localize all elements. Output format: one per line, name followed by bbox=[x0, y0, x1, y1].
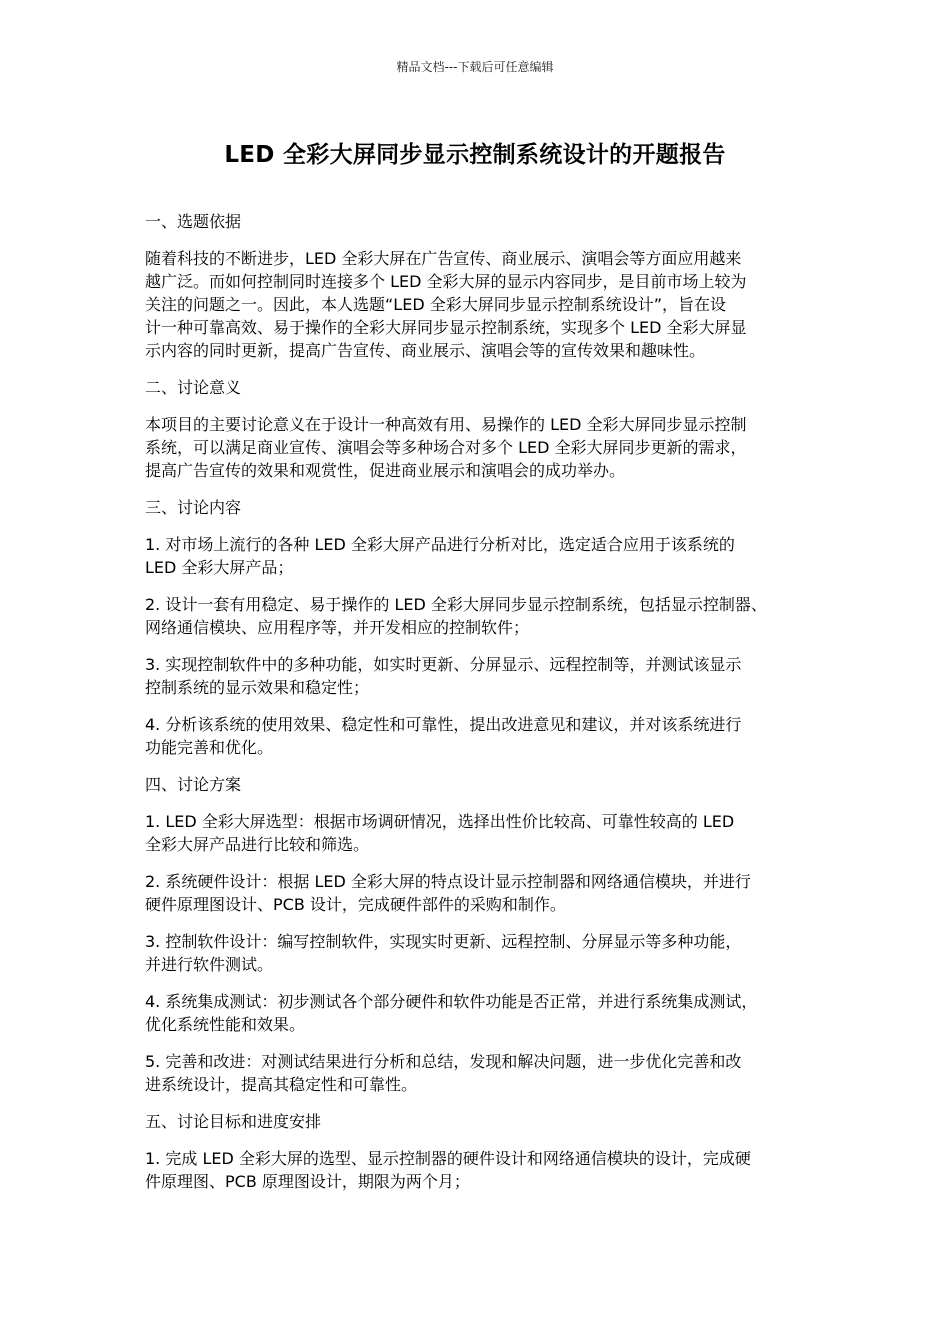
document-body bbox=[145, 210, 817, 1207]
section-heading: 五、讨论目标和进度安排 bbox=[145, 1112, 322, 1131]
section-heading: 一、选题依据 bbox=[145, 212, 242, 231]
list-item: 4. 分析该系统的使用效果、稳定性和可靠性，提出改进意见和建议，并对该系统进行 功能完善和优化。 bbox=[145, 715, 742, 757]
list-item: 1. 完成 LED 全彩大屏的选型、显示控制器的硬件设计和网络通信模块的设计，完成硬 件原理图、PCB 原理图设计，期限为两个月； bbox=[145, 1149, 751, 1191]
list-item: 3. 实现控制软件中的多种功能，如实时更新、分屏显示、远程控制等，并测试该显示 控制系统的显示效果和稳定性； bbox=[145, 655, 742, 697]
section-goals-schedule bbox=[145, 1110, 817, 1193]
section-significance bbox=[145, 376, 817, 482]
section-plan bbox=[145, 773, 817, 1096]
paragraph: 随着科技的不断进步，LED 全彩大屏在广告宣传、商业展示、演唱会等方面应用越来 越广泛。而如何控制同时连接多个 LED 全彩大屏的显示内容同步，是目前市场上较为 关注的问题之一。因此，本人选题“LED 全彩大屏同步显示控制系统设计”，旨在设 计一种可靠高效、易于操作的全彩大屏同步显示控制系统，实现多个 LED 全彩大屏显 示内容的同时更新，提高广告宣传、商业展示、演唱会等的宣传效果和趣味性。 bbox=[145, 249, 747, 360]
section-heading: 四、讨论方案 bbox=[145, 775, 242, 794]
list-item: 3. 控制软件设计：编写控制软件，实现实时更新、远程控制、分屏显示等多种功能， 并进行软件测试。 bbox=[145, 932, 742, 974]
page-header: 精品文档---下载后可任意编辑 bbox=[396, 60, 554, 74]
list-item: 4. 系统集成测试：初步测试各个部分硬件和软件功能是否正常，并进行系统集成测试， 优化系统性能和效果。 bbox=[145, 992, 758, 1034]
section-heading: 三、讨论内容 bbox=[145, 498, 242, 517]
document-title: LED 全彩大屏同步显示控制系统设计的开题报告 bbox=[224, 142, 726, 168]
list-item: 2. 设计一套有用稳定、易于操作的 LED 全彩大屏同步显示控制系统，包括显示控制器、 网络通信模块、应用程序等，并开发相应的控制软件； bbox=[145, 595, 767, 637]
list-item: 1. 对市场上流行的各种 LED 全彩大屏产品进行分析对比，选定适合应用于该系统的 LED 全彩大屏产品； bbox=[145, 535, 735, 577]
paragraph: 本项目的主要讨论意义在于设计一种高效有用、易操作的 LED 全彩大屏同步显示控制 系统，可以满足商业宣传、演唱会等多种场合对多个 LED 全彩大屏同步更新的需求， 提高广告宣传的效果和观赏性，促进商业展示和演唱会的成功举办。 bbox=[145, 415, 747, 480]
section-basis bbox=[145, 210, 817, 362]
section-content bbox=[145, 496, 817, 759]
list-item: 5. 完善和改进：对测试结果进行分析和总结，发现和解决问题，进一步优化完善和改 进系统设计，提高其稳定性和可靠性。 bbox=[145, 1052, 742, 1094]
list-item: 1. LED 全彩大屏选型：根据市场调研情况，选择出性价比较高、可靠性较高的 LED 全彩大屏产品进行比较和筛选。 bbox=[145, 812, 735, 854]
list-item: 2. 系统硬件设计：根据 LED 全彩大屏的特点设计显示控制器和网络通信模块，并进行 硬件原理图设计、PCB 设计，完成硬件部件的采购和制作。 bbox=[145, 872, 751, 914]
section-heading: 二、讨论意义 bbox=[145, 378, 242, 397]
